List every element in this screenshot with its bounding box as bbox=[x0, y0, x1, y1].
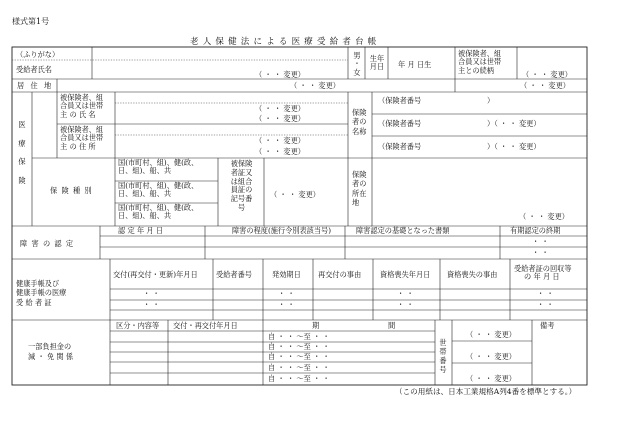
copay-period-2: 自 ・ ・ 〜至 ・ ・ bbox=[268, 342, 330, 351]
insured-name-label: 被保険者、組 合員又は世帯 主 の 氏 名 bbox=[60, 93, 104, 119]
cert-issue-date-2: ・ ・ bbox=[143, 300, 160, 309]
footer-note: （この用紙は、日本工業規格A列4番を標準とする。） bbox=[395, 387, 577, 396]
symbol-number-label: 被保険 者証又 は組合 員証の 記号番 号 bbox=[230, 159, 253, 212]
copay-header-period-1: 期 bbox=[312, 321, 320, 330]
insured-relation-label: 被保険者、組 合員又は世帯 主との続柄 bbox=[458, 49, 502, 75]
copay-header-period-2: 間 bbox=[388, 321, 396, 330]
cert-header-issue: 交付(再交付・更新)年月日 bbox=[113, 270, 198, 279]
insured-name-changed-1: （ ・ ・ 変更） bbox=[255, 104, 305, 113]
page-title: 老人保健法による医療受給者台帳 bbox=[190, 37, 381, 47]
insurer-number-changed-3: ）（ ・ ・ 変更） bbox=[487, 142, 541, 151]
household-changed-2: （ ・ ・ 変更） bbox=[466, 352, 516, 361]
insurer-number-3: （保険者番号 bbox=[378, 142, 422, 151]
insurance-type-option-3: 国(市町村、組)、健(政、 日、組)、船、共 bbox=[118, 203, 199, 221]
remarks-label: 備考 bbox=[540, 321, 555, 330]
insured-name-changed-2: （ ・ ・ 変更） bbox=[255, 114, 305, 123]
cert-effective-date-1: ・ ・ bbox=[278, 289, 295, 298]
furigana-label: （ふりがな） bbox=[16, 50, 60, 59]
dob-value: 年 月 日生 bbox=[398, 60, 432, 69]
cert-collection-date-2: ・ ・ bbox=[537, 300, 554, 309]
disability-header-date: 認 定 年 月 日 bbox=[118, 226, 164, 235]
insurance-type-option-1: 国(市町村、組)、健(政、 日、組)、船、共 bbox=[118, 158, 199, 176]
copay-period-5: 自 ・ ・ 〜至 ・ ・ bbox=[268, 374, 330, 383]
insured-address-changed-2: （ ・ ・ 変更） bbox=[255, 147, 305, 156]
household-changed-3: （ ・ ・ 変更） bbox=[466, 374, 516, 383]
insurance-type-label: 保 険 種 別 bbox=[50, 186, 93, 195]
cert-header-loss-date: 資格喪失年月日 bbox=[380, 270, 431, 279]
copay-header-category: 区分・内容等 bbox=[116, 321, 160, 330]
insurer-number-1: （保険者番号 bbox=[378, 96, 422, 105]
copay-header-issue: 交付・再交付年月日 bbox=[173, 321, 238, 330]
relation-changed: （ ・ ・ 変更） bbox=[522, 70, 572, 79]
insurer-address-label: 保険 者の 所在 地 bbox=[352, 170, 367, 208]
insured-address-changed-1: （ ・ ・ 変更） bbox=[255, 136, 305, 145]
copay-period-4: 自 ・ ・ 〜至 ・ ・ bbox=[268, 363, 330, 372]
cert-header-loss-reason: 資格喪失の事由 bbox=[447, 270, 498, 279]
dob-label: 生年 月日 bbox=[369, 54, 385, 72]
cert-header-reissue-reason: 再交付の事由 bbox=[318, 270, 362, 279]
cert-issue-date-1: ・ ・ bbox=[143, 289, 160, 298]
disability-header-end: 有期認定の終期 bbox=[510, 226, 561, 235]
insurer-name-label: 保険 者の 名称 bbox=[352, 108, 367, 136]
insurer-address-changed: （ ・ ・ 変更） bbox=[519, 212, 569, 221]
cert-loss-date-2: ・ ・ bbox=[397, 300, 414, 309]
cert-header-collection: 受給者証の回収等 の 年 月 日 bbox=[514, 264, 572, 282]
insurer-number-2: （保険者番号 bbox=[378, 119, 422, 128]
copay-period-1: 自 ・ ・ 〜至 ・ ・ bbox=[268, 332, 330, 341]
cert-collection-date-1: ・ ・ bbox=[537, 289, 554, 298]
copay-period-3: 自 ・ ・ 〜至 ・ ・ bbox=[268, 352, 330, 361]
cert-header-number: 受給者番号 bbox=[216, 270, 252, 279]
insurer-number-close: ） bbox=[487, 96, 495, 105]
household-number-label: 世 帯 番 号 bbox=[439, 338, 447, 374]
cert-effective-date-2: ・ ・ bbox=[278, 300, 295, 309]
disability-header-degree: 障害の程度(施行令別表該当号) bbox=[232, 226, 332, 235]
insurance-type-option-2: 国(市町村、組)、健(政、 日、組)、船、共 bbox=[118, 181, 199, 199]
address-label: 居 住 地 bbox=[17, 81, 54, 90]
medical-insurance-label: 医 療 保 険 bbox=[18, 120, 26, 186]
address-changed-1: （ ・ ・ 変更） bbox=[290, 81, 340, 90]
disability-header-docs: 障害認定の基礎となった書類 bbox=[356, 226, 450, 235]
disability-end-date-1: ・ ・ bbox=[532, 237, 549, 246]
symbol-number-changed: （ ・ ・ 変更） bbox=[270, 190, 320, 199]
name-changed: （ ・ ・ 変更） bbox=[255, 70, 305, 79]
insurer-number-changed-2: ）（ ・ ・ 変更） bbox=[487, 119, 541, 128]
recipient-name-label: 受給者氏名 bbox=[16, 65, 52, 74]
disability-end-date-2: ・ ・ bbox=[532, 248, 549, 257]
sex-label: 男 ・ 女 bbox=[353, 51, 361, 77]
form-number: 様式第1号 bbox=[12, 17, 50, 26]
insured-address-label: 被保険者、組 合員又は世帯 主 の 住 所 bbox=[60, 125, 104, 151]
cert-header-effective: 発効期日 bbox=[272, 270, 301, 279]
cert-loss-date-1: ・ ・ bbox=[397, 289, 414, 298]
disability-label: 障 害 の 認 定 bbox=[20, 239, 75, 248]
household-changed-1: （ ・ ・ 変更） bbox=[466, 330, 516, 339]
copay-label: 一部負担金の 減 ・ 免 関 係 bbox=[28, 342, 74, 362]
address-changed-2: （ ・ ・ 変更） bbox=[520, 81, 570, 90]
certificate-label: 健康手帳及び 健康手帳の医療 受 給 者 証 bbox=[16, 279, 67, 307]
